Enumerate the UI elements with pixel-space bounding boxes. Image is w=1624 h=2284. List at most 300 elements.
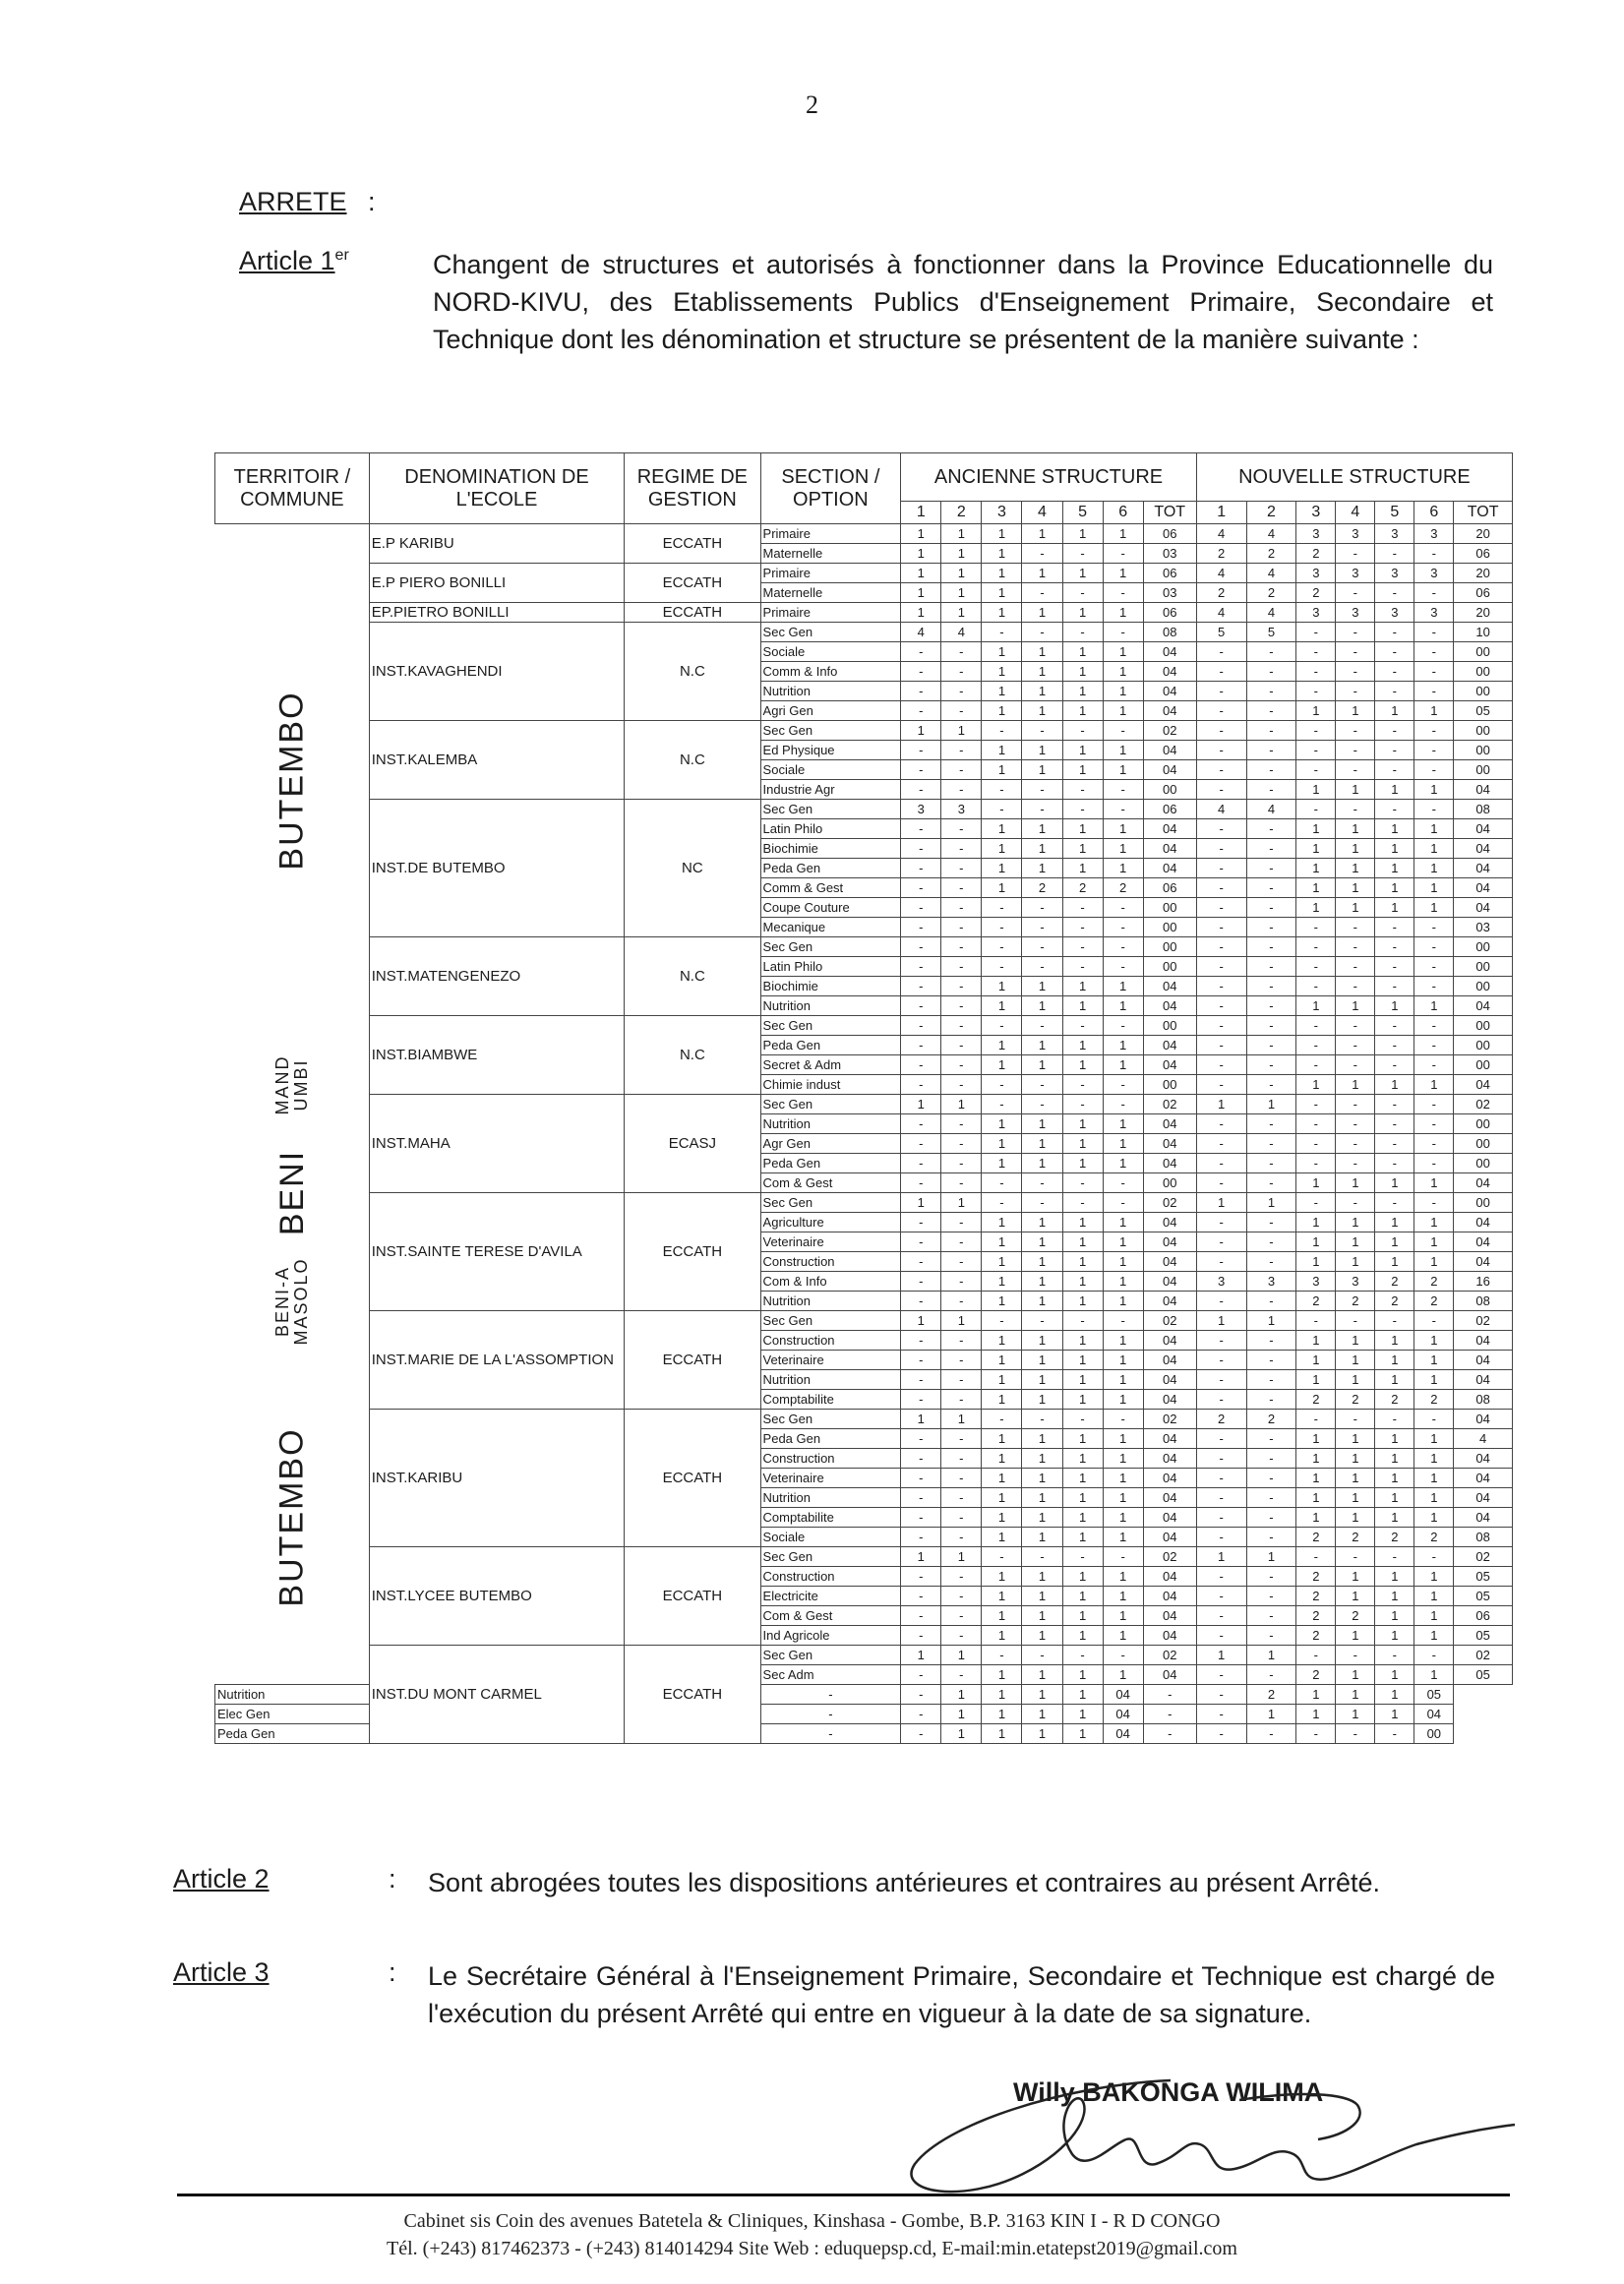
nouvelle-value: 20	[1454, 603, 1513, 623]
regime-cell: ECCATH	[625, 1193, 760, 1311]
nouvelle-value: -	[1196, 1626, 1246, 1646]
regime-cell: N.C	[625, 721, 760, 800]
ancienne-value: -	[1022, 1646, 1062, 1665]
ancienne-value: -	[1062, 1547, 1103, 1567]
ancienne-value: 04	[1143, 1606, 1196, 1626]
ancienne-value: 1	[1062, 996, 1103, 1016]
nouvelle-value: 3	[1336, 1272, 1375, 1292]
ancienne-value: 1	[1022, 1134, 1062, 1154]
ancienne-value: 1	[1062, 1292, 1103, 1311]
nouvelle-value: -	[1336, 642, 1375, 662]
nouvelle-value: -	[1414, 1114, 1454, 1134]
regime-cell: NC	[625, 800, 760, 937]
nouvelle-value: -	[1196, 780, 1246, 800]
ancienne-col-1: 1	[901, 502, 941, 524]
section-cell: Sec Adm	[760, 1665, 901, 1685]
ancienne-value: 04	[1143, 839, 1196, 859]
ancienne-value: -	[1022, 780, 1062, 800]
structure-table	[214, 452, 1513, 1744]
nouvelle-value: 3	[1296, 524, 1336, 544]
footer-contact: Tél. (+243) 817462373 - (+243) 814014294 Site Web : eduquepsp.cd, E-mail:min.etatepst2019@gmail.com	[387, 2238, 1237, 2259]
ancienne-value: -	[941, 1626, 982, 1646]
ancienne-value: 1	[1103, 839, 1143, 859]
regime-cell: N.C	[625, 623, 760, 721]
nouvelle-value: -	[1246, 1587, 1296, 1606]
section-cell: Sociale	[760, 760, 901, 780]
article3-label-wrap	[173, 1957, 270, 1988]
nouvelle-value: 00	[1454, 721, 1513, 741]
ancienne-col-3: 3	[982, 502, 1022, 524]
nouvelle-value: 4	[1246, 603, 1296, 623]
nouvelle-value: 2	[1296, 1292, 1336, 1311]
nouvelle-value: -	[1336, 1016, 1375, 1036]
nouvelle-value: -	[1414, 583, 1454, 603]
ancienne-value: 04	[1143, 1213, 1196, 1232]
nouvelle-value: 4	[1454, 1429, 1513, 1449]
nouvelle-value: -	[1196, 1232, 1246, 1252]
ancienne-value: 1	[1062, 1390, 1103, 1410]
ancienne-value: 04	[1143, 1469, 1196, 1488]
ancienne-value: 1	[901, 1410, 941, 1429]
nouvelle-value: -	[1143, 1724, 1196, 1744]
nouvelle-value: -	[1414, 623, 1454, 642]
nouvelle-value: -	[1336, 682, 1375, 701]
ancienne-value: 04	[1143, 1567, 1196, 1587]
ancienne-value: -	[941, 1587, 982, 1606]
ancienne-value: 1	[982, 1154, 1022, 1173]
ancienne-value: 1	[1062, 1705, 1103, 1724]
ancienne-value: -	[941, 760, 982, 780]
ancienne-value: 1	[941, 1705, 982, 1724]
ancienne-value: -	[901, 1626, 941, 1646]
ancienne-value: 1	[982, 682, 1022, 701]
ancienne-value: 1	[1022, 1488, 1062, 1508]
regime-cell: N.C	[625, 937, 760, 1016]
nouvelle-col-5: 5	[1375, 502, 1414, 524]
nouvelle-value: -	[1375, 800, 1414, 819]
table-row	[215, 564, 1513, 583]
nouvelle-value: -	[1375, 1114, 1414, 1134]
ancienne-value: 1	[1103, 1292, 1143, 1311]
section-cell: Chimie indust	[760, 1075, 901, 1095]
ancienne-value: -	[941, 1252, 982, 1272]
nouvelle-value: 08	[1454, 1528, 1513, 1547]
ancienne-value: 1	[1103, 996, 1143, 1016]
ancienne-value: -	[982, 1547, 1022, 1567]
ancienne-value: 1	[1022, 1370, 1062, 1390]
ancienne-value: 04	[1143, 1272, 1196, 1292]
ancienne-value: 1	[982, 1292, 1022, 1311]
ancienne-value: -	[901, 1370, 941, 1390]
nouvelle-value: -	[1246, 1469, 1296, 1488]
ancienne-value: 04	[1143, 1449, 1196, 1469]
ancienne-value: -	[941, 1606, 982, 1626]
ancienne-value: 04	[1143, 819, 1196, 839]
ancienne-value: 1	[1103, 1429, 1143, 1449]
ancienne-value: 1	[1103, 524, 1143, 544]
ancienne-value: -	[1062, 1193, 1103, 1213]
ancienne-value: -	[901, 1055, 941, 1075]
header-territoire: TERRITOIR / COMMUNE	[215, 453, 370, 524]
ancienne-value: -	[901, 1292, 941, 1311]
ancienne-value: -	[760, 1705, 901, 1724]
ancienne-value: 04	[1143, 1232, 1196, 1252]
ancienne-value: 00	[1143, 1173, 1196, 1193]
nouvelle-value: 08	[1454, 1390, 1513, 1410]
ancienne-value: 04	[1143, 701, 1196, 721]
nouvelle-value: 05	[1454, 1665, 1513, 1685]
article2-label: Article 2	[173, 1864, 270, 1893]
ancienne-value: 1	[982, 701, 1022, 721]
ancienne-value: 1	[901, 721, 941, 741]
ancienne-value: 04	[1143, 1331, 1196, 1351]
ancienne-value: 4	[941, 623, 982, 642]
nouvelle-value: -	[1196, 1390, 1246, 1410]
ancienne-value: -	[941, 1469, 982, 1488]
nouvelle-value: 2	[1336, 1292, 1375, 1311]
ancienne-value: 00	[1143, 1075, 1196, 1095]
nouvelle-value: -	[1375, 682, 1414, 701]
ancienne-value: 04	[1143, 1114, 1196, 1134]
ancienne-value: 1	[1103, 1154, 1143, 1173]
ecole-name: INST.DE BUTEMBO	[369, 800, 624, 937]
nouvelle-col-6: 6	[1414, 502, 1454, 524]
nouvelle-value: -	[1246, 701, 1296, 721]
ancienne-value: 04	[1143, 1390, 1196, 1410]
nouvelle-value: 1	[1375, 1232, 1414, 1252]
ancienne-value: 04	[1143, 1626, 1196, 1646]
ancienne-value: 04	[1143, 1508, 1196, 1528]
nouvelle-value: 05	[1454, 1587, 1513, 1606]
ecole-name: INST.MATENGENEZO	[369, 937, 624, 1016]
ancienne-value: 1	[1103, 564, 1143, 583]
nouvelle-value: 04	[1454, 1410, 1513, 1429]
territoire-cell	[215, 1134, 370, 1252]
nouvelle-value: 1	[1375, 1449, 1414, 1469]
nouvelle-value: -	[1414, 1134, 1454, 1154]
ancienne-value: -	[941, 898, 982, 918]
ancienne-value: -	[941, 957, 982, 977]
nouvelle-value: -	[1246, 1114, 1296, 1134]
ancienne-value: 1	[982, 1469, 1022, 1488]
nouvelle-value: 2	[1296, 1665, 1336, 1685]
nouvelle-value: 1	[1296, 859, 1336, 878]
ancienne-value: -	[982, 1193, 1022, 1213]
ancienne-value: -	[901, 1429, 941, 1449]
nouvelle-value: -	[1196, 1587, 1246, 1606]
nouvelle-value: -	[1246, 859, 1296, 878]
ancienne-value: -	[941, 780, 982, 800]
ancienne-value: -	[901, 1606, 941, 1626]
section-cell: Mecanique	[760, 918, 901, 937]
ancienne-value: 1	[1022, 1213, 1062, 1232]
territoire-label: BUTEMBO	[272, 1427, 311, 1607]
nouvelle-value: 04	[1454, 839, 1513, 859]
section-cell: Peda Gen	[760, 1036, 901, 1055]
ancienne-value: 1	[1062, 977, 1103, 996]
nouvelle-value: 1	[1375, 1429, 1414, 1449]
nouvelle-value: 1	[1336, 701, 1375, 721]
ancienne-value: -	[901, 1705, 941, 1724]
nouvelle-value: 1	[1336, 1370, 1375, 1390]
section-cell: Sec Gen	[760, 1016, 901, 1036]
ancienne-value: -	[901, 839, 941, 859]
nouvelle-value: 1	[1246, 1193, 1296, 1213]
nouvelle-value: -	[1375, 1055, 1414, 1075]
ancienne-value: -	[760, 1685, 901, 1705]
territoire-label: MAND UMBI	[272, 1054, 311, 1114]
nouvelle-value: -	[1196, 1114, 1246, 1134]
nouvelle-value: -	[1375, 1547, 1414, 1567]
arrete-heading-text: ARRETE	[239, 187, 347, 216]
ancienne-value: 1	[1103, 603, 1143, 623]
footer-rule	[177, 2194, 1510, 2196]
ancienne-value: -	[941, 1173, 982, 1193]
ancienne-value: 1	[1103, 1606, 1143, 1626]
ancienne-value: 1	[1103, 1528, 1143, 1547]
table-row	[215, 1547, 1513, 1567]
nouvelle-value: -	[1375, 1311, 1414, 1331]
ancienne-value: 1	[982, 1055, 1022, 1075]
ancienne-value: 1	[1022, 859, 1062, 878]
ancienne-value: 1	[1022, 1331, 1062, 1351]
ancienne-value: 1	[1022, 1665, 1062, 1685]
ancienne-value: -	[1062, 937, 1103, 957]
nouvelle-value: -	[1246, 1134, 1296, 1154]
nouvelle-value: -	[1414, 977, 1454, 996]
ancienne-value: 1	[901, 564, 941, 583]
nouvelle-value: 1	[1375, 1370, 1414, 1390]
ancienne-value: 1	[1062, 859, 1103, 878]
regime-cell: N.C	[625, 1016, 760, 1095]
ancienne-value: -	[941, 1370, 982, 1390]
ancienne-value: 04	[1143, 642, 1196, 662]
nouvelle-value: -	[1375, 1646, 1414, 1665]
nouvelle-value: 2	[1296, 1567, 1336, 1587]
section-cell: Peda Gen	[760, 1429, 901, 1449]
ancienne-value: -	[1022, 898, 1062, 918]
article1-text: Changent de structures et autorisés à fonctionner dans la Province Educationnelle du NORD-KIVU, des Etablissements Publics d'Enseignement Primaire, Secondaire et Technique dont les dénomination et structure se présentent de la manière suivante :	[433, 250, 1493, 354]
ancienne-value: 1	[982, 642, 1022, 662]
ancienne-value: -	[982, 937, 1022, 957]
nouvelle-value: -	[1196, 1528, 1246, 1547]
nouvelle-value: -	[1336, 583, 1375, 603]
ancienne-value: -	[1103, 1547, 1143, 1567]
nouvelle-value: 1	[1296, 1488, 1336, 1508]
nouvelle-value: -	[1196, 1685, 1246, 1705]
table-row	[215, 937, 1513, 957]
nouvelle-value: 4	[1196, 564, 1246, 583]
ancienne-value: -	[901, 1488, 941, 1508]
nouvelle-value: 1	[1375, 1587, 1414, 1606]
ancienne-value: -	[1062, 957, 1103, 977]
ancienne-value: -	[1022, 623, 1062, 642]
table-row	[215, 1193, 1513, 1213]
nouvelle-value: 1	[1296, 839, 1336, 859]
ancienne-value: -	[941, 1154, 982, 1173]
ancienne-value: 06	[1143, 524, 1196, 544]
ancienne-value: 1	[982, 1587, 1022, 1606]
ancienne-value: 1	[941, 1547, 982, 1567]
ancienne-value: 1	[1022, 1685, 1062, 1705]
ecole-name: INST.MAHA	[369, 1095, 624, 1193]
ancienne-value: 1	[1022, 1351, 1062, 1370]
nouvelle-value: -	[1246, 642, 1296, 662]
nouvelle-value: 2	[1375, 1272, 1414, 1292]
section-cell: Coupe Couture	[760, 898, 901, 918]
nouvelle-value: -	[1246, 1429, 1296, 1449]
nouvelle-value: -	[1246, 682, 1296, 701]
section-cell: Elec Gen	[215, 1705, 370, 1724]
ancienne-value: 1	[1062, 682, 1103, 701]
nouvelle-value: -	[1375, 583, 1414, 603]
ancienne-value: 1	[1062, 1469, 1103, 1488]
ancienne-value: 04	[1143, 1134, 1196, 1154]
section-cell: Agri Gen	[760, 701, 901, 721]
nouvelle-value: 1	[1336, 1232, 1375, 1252]
nouvelle-value: 04	[1454, 1075, 1513, 1095]
nouvelle-value: 02	[1454, 1311, 1513, 1331]
nouvelle-value: 1	[1414, 819, 1454, 839]
nouvelle-value: 1	[1296, 780, 1336, 800]
nouvelle-value: 04	[1454, 1252, 1513, 1272]
nouvelle-value: 1	[1414, 1075, 1454, 1095]
nouvelle-value: -	[1336, 1311, 1375, 1331]
ancienne-value: 1	[1103, 1272, 1143, 1292]
nouvelle-value: 3	[1336, 603, 1375, 623]
ancienne-value: -	[1062, 721, 1103, 741]
ancienne-value: -	[941, 1075, 982, 1095]
ancienne-value: 1	[901, 544, 941, 564]
nouvelle-value: 1	[1296, 996, 1336, 1016]
ancienne-value: -	[1103, 957, 1143, 977]
header-section: SECTION / OPTION	[760, 453, 901, 524]
article1-sup: er	[334, 247, 349, 264]
ecole-name: INST.SAINTE TERESE D'AVILA	[369, 1193, 624, 1311]
nouvelle-value: 1	[1246, 1311, 1296, 1331]
ancienne-value: -	[901, 1528, 941, 1547]
ancienne-value: -	[1062, 1016, 1103, 1036]
ancienne-value: 04	[1103, 1685, 1143, 1705]
section-cell: Sec Gen	[760, 1547, 901, 1567]
territoire-cell	[215, 1351, 370, 1685]
nouvelle-value: -	[1246, 1252, 1296, 1272]
ancienne-value: 03	[1143, 544, 1196, 564]
nouvelle-value: -	[1375, 721, 1414, 741]
ancienne-value: 1	[941, 544, 982, 564]
ancienne-value: 02	[1143, 1547, 1196, 1567]
nouvelle-value: -	[1296, 662, 1336, 682]
nouvelle-value: 1	[1336, 1173, 1375, 1193]
nouvelle-value: -	[1375, 1095, 1414, 1114]
nouvelle-value: -	[1246, 819, 1296, 839]
nouvelle-value: -	[1246, 1626, 1296, 1646]
ancienne-value: 1	[982, 1252, 1022, 1272]
nouvelle-value: -	[1246, 1390, 1296, 1410]
nouvelle-value: -	[1375, 1036, 1414, 1055]
header-denomination: DENOMINATION DE L'ECOLE	[369, 453, 624, 524]
nouvelle-value: 04	[1454, 1351, 1513, 1370]
ancienne-col-2: 2	[941, 502, 982, 524]
nouvelle-value: -	[1196, 721, 1246, 741]
nouvelle-value: -	[1196, 996, 1246, 1016]
nouvelle-value: -	[1414, 1193, 1454, 1213]
regime-cell: ECASJ	[625, 1095, 760, 1193]
ancienne-value: -	[941, 662, 982, 682]
ancienne-value: 1	[982, 1232, 1022, 1252]
nouvelle-value: -	[1246, 1331, 1296, 1351]
ancienne-value: 1	[1103, 1134, 1143, 1154]
nouvelle-value: -	[1196, 1016, 1246, 1036]
ancienne-value: -	[1062, 1410, 1103, 1429]
nouvelle-value: -	[1336, 544, 1375, 564]
article2-label-wrap	[173, 1864, 270, 1894]
nouvelle-value: 00	[1454, 1055, 1513, 1075]
ecole-name: INST.KAVAGHENDI	[369, 623, 624, 721]
nouvelle-value: 1	[1336, 1252, 1375, 1272]
ancienne-value: -	[941, 1390, 982, 1410]
nouvelle-value: 1	[1375, 878, 1414, 898]
ecole-name: INST.LYCEE BUTEMBO	[369, 1547, 624, 1646]
ancienne-value: 1	[1022, 1390, 1062, 1410]
nouvelle-value: -	[1414, 1036, 1454, 1055]
article3-colon: :	[389, 1957, 396, 1987]
ancienne-value: -	[941, 977, 982, 996]
ancienne-value: 1	[1022, 524, 1062, 544]
section-cell: Biochimie	[760, 977, 901, 996]
ancienne-value: 1	[1022, 1469, 1062, 1488]
ancienne-value: -	[982, 1410, 1022, 1429]
ancienne-value: -	[901, 642, 941, 662]
ancienne-value: 04	[1143, 741, 1196, 760]
nouvelle-value: -	[1375, 918, 1414, 937]
ancienne-value: 04	[1143, 1587, 1196, 1606]
ancienne-value: -	[1062, 1173, 1103, 1193]
section-cell: Secret & Adm	[760, 1055, 901, 1075]
ancienne-value: 04	[1143, 1665, 1196, 1685]
nouvelle-value: 1	[1336, 819, 1375, 839]
ancienne-value: 1	[1103, 760, 1143, 780]
signature-scribble	[885, 2046, 1534, 2203]
ancienne-value: 04	[1103, 1724, 1143, 1744]
ancienne-value: -	[901, 957, 941, 977]
section-cell: Agriculture	[760, 1213, 901, 1232]
ecole-name: INST.BIAMBWE	[369, 1016, 624, 1095]
ancienne-value: -	[941, 1036, 982, 1055]
nouvelle-value: 1	[1296, 878, 1336, 898]
nouvelle-value: 5	[1246, 623, 1296, 642]
nouvelle-value: 20	[1454, 524, 1513, 544]
nouvelle-value: 3	[1296, 564, 1336, 583]
nouvelle-value: 3	[1414, 603, 1454, 623]
ancienne-value: 1	[982, 977, 1022, 996]
ancienne-value: 1	[1022, 1508, 1062, 1528]
ancienne-value: 1	[1022, 741, 1062, 760]
nouvelle-value: -	[1336, 741, 1375, 760]
nouvelle-value: 1	[1196, 1193, 1246, 1213]
nouvelle-value: 2	[1336, 1606, 1375, 1626]
ancienne-value: -	[941, 1331, 982, 1351]
section-cell: Sec Gen	[760, 1410, 901, 1429]
nouvelle-value: -	[1414, 642, 1454, 662]
ancienne-value: -	[1062, 898, 1103, 918]
nouvelle-value: -	[1296, 1646, 1336, 1665]
ancienne-value: 1	[1103, 819, 1143, 839]
section-cell: Electricite	[760, 1587, 901, 1606]
nouvelle-value: -	[1296, 1311, 1336, 1331]
ancienne-value: -	[1103, 937, 1143, 957]
nouvelle-value: 2	[1414, 1528, 1454, 1547]
